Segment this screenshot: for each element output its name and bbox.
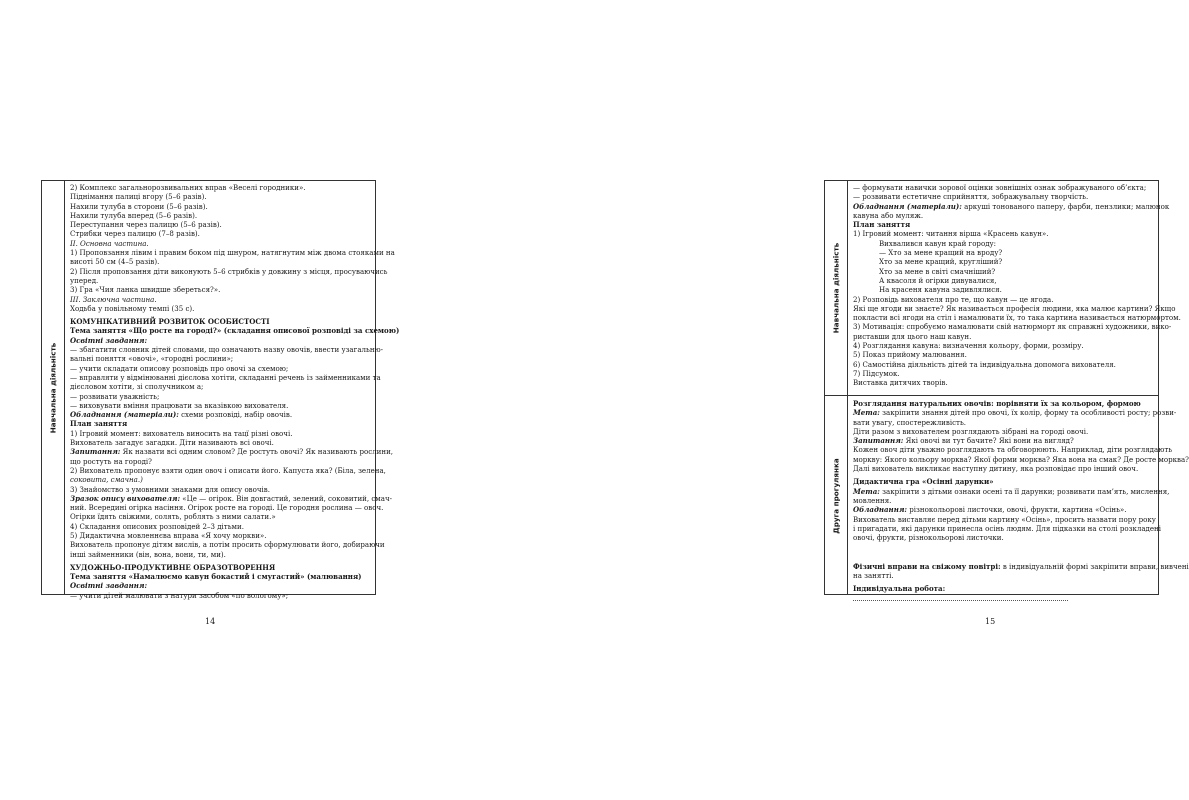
text-line: що ростуть на городі? xyxy=(70,456,152,466)
text-line: риставши для цього наш кавун. xyxy=(853,331,972,341)
left-side-cell xyxy=(42,181,64,594)
text-line: 7) Підсумок. xyxy=(853,368,900,378)
text-line: овочі, фрукти, різнокольорові листочки. xyxy=(853,533,1004,543)
text-line: 5) Дидактична мовленнєва вправа «Я хочу моркви». xyxy=(70,530,267,540)
text-line: і пригадати, які дарунки принесла осінь людям. Для підказки на столі розкладені xyxy=(853,523,1162,533)
inline-text: Як назвати всі одним словом? Де ростуть овочі? Як називають рослини, xyxy=(120,447,394,457)
text-line: Піднімання палиці вгору (5–6 разів). xyxy=(70,192,207,202)
physical-exercise-label: Фізичні вправи на свіжому повітрі: xyxy=(853,562,1001,571)
text-line: 2) Вихователь пропонує взяти один овоч і описати його. Капуста яка? (Біла, зелена, xyxy=(70,465,386,475)
text-line xyxy=(853,486,1170,496)
left-page-frame xyxy=(41,180,400,600)
inline-text: схеми розповіді, набір овочів. xyxy=(178,410,293,420)
text-line: ХУДОЖНЬО-ПРОДУКТИВНЕ ОБРАЗОТВОРЕННЯ xyxy=(70,562,276,572)
text-line: покласти всі ягоди на стіл і намалювати їх, то така картина називається натюрмортом. xyxy=(853,313,1181,323)
text-line: Далі вихователь викликає наступну дитину, яка розповідає про інший овоч. xyxy=(853,464,1139,474)
left-side-column xyxy=(42,181,65,594)
text-line xyxy=(853,408,1177,418)
text-line: — формувати навички зорової оцінки зовнішніх ознак зображуваного об’єкта; xyxy=(853,183,1147,192)
text-line: — учити складати описову розповідь про овочі за схемою; xyxy=(70,363,289,373)
text-line: висоті 50 см (4–5 разів). xyxy=(70,257,160,267)
text-line: Виставка дитячих творів. xyxy=(853,378,948,388)
inline-label: Запитання: xyxy=(70,447,121,457)
right-page-frame xyxy=(824,180,1189,595)
physical-exercise-text-cont: на занятті. xyxy=(853,571,894,581)
inline-text: «Це — огірок. Він довгастий, зелений, соковитий, смач- xyxy=(180,493,392,503)
inline-label: Обладнання: xyxy=(853,505,908,515)
text-line: кавуна або муляж. xyxy=(853,210,924,220)
inline-label: Запитання: xyxy=(853,436,904,446)
text-line: На красеня кавуна задивлялися. xyxy=(879,285,1002,295)
text-line: Кожен овоч діти уважно розглядають та обговорюють. Наприклад, діти розглядають xyxy=(853,445,1173,455)
text-line: 1) Проповзання лівим і правим боком під шнуром, натягнутим між двома стояками на xyxy=(70,248,395,258)
text-line xyxy=(70,447,394,457)
text-line: А квасоля й огірки дивувалися, xyxy=(879,275,997,285)
text-line: 2) Комплекс загальнорозвивальних вправ «Веселі городники». xyxy=(70,183,306,192)
text-line: моркву: Якого кольору морква? Якої форми морква? Яка вона на смак? Де росте морква? xyxy=(853,454,1189,464)
inline-text: закріпити знання дітей про овочі, їх колір, форму та особливості росту; розви- xyxy=(879,408,1177,418)
text-line: Вихователь загадує загадки. Діти називають всі овочі. xyxy=(70,438,274,448)
text-line xyxy=(853,436,1153,445)
text-line: II. Основна частина. xyxy=(70,238,149,248)
text-line: Хто за мене в світі смачніший? xyxy=(879,266,996,276)
text-line: — розвивати уважність; xyxy=(70,391,160,401)
left-page xyxy=(0,0,400,800)
text-line: Освітні завдання: xyxy=(70,335,148,345)
text-line: 4) Розглядання кавуна: визначення кольору, форми, розміру. xyxy=(853,341,1084,351)
text-line: — Хто за мене кращий на вроду? xyxy=(879,248,1003,258)
text-line: Тема заняття «Що росте на городі?» (складання описової розповіді за схемою) xyxy=(70,326,400,336)
text-line: мовлення. xyxy=(853,495,892,505)
text-line: 3) Знайомство з умовними знаками для опису овочів. xyxy=(70,484,271,494)
text-line: — учити дітей малювати з натури засобом «по вологому»; xyxy=(70,590,289,600)
text-line: Ходьба у повільному темпі (35 с). xyxy=(70,303,195,313)
inline-label: Мета: xyxy=(853,486,880,496)
text-line: Тема заняття «Намалюємо кавун бокастий і смугастий» (малювання) xyxy=(70,572,362,582)
text-line: дієсловом хотіти, зі сполучником а; xyxy=(70,382,204,392)
page-number-right: 15 xyxy=(985,617,996,626)
text-line: Вихователь виставляє перед дітьми картину «Осінь», просить назвати пору року xyxy=(853,514,1156,524)
text-line: 1) Ігровий момент: читання вірша «Красень кавун». xyxy=(853,229,1049,239)
text-line xyxy=(853,505,1153,514)
text-line: інші займенники (він, вона, вони, ти, ми). xyxy=(70,549,226,559)
inline-label: Обладнання (матеріали): xyxy=(70,410,179,420)
right-top-content xyxy=(853,183,1181,388)
text-line: Діти разом з вихователем розглядають зібрані на городі овочі. xyxy=(853,426,1089,436)
right-side-column xyxy=(825,181,848,594)
left-page-content xyxy=(70,183,400,600)
text-line: — вправляти у відмінюванні дієслова хотіти, складанні речень із займенниками та xyxy=(70,372,381,382)
text-line: соковита, смачна.) xyxy=(70,475,143,485)
text-line: 2) Після проповзання діти виконують 5–6 стрибків у довжину з місця, просуваючись xyxy=(70,266,388,276)
right-bottom-content xyxy=(853,399,1189,543)
physical-exercise-text: в індивідуальній формі закріпити вправи, вивчені xyxy=(1000,562,1189,571)
inline-text: аркуші тонованого паперу, фарби, пензлики; малюнок xyxy=(961,201,1170,211)
text-line: План заняття xyxy=(70,419,128,429)
individual-work-label: Індивідуальна робота: xyxy=(853,584,946,593)
side-label-activity-right: Навчальна діяльність xyxy=(831,242,841,334)
inline-text: закріпити з дітьми ознаки осені та її дарунки; розвивати пам’ять, мислення, xyxy=(879,486,1170,496)
text-line: — збагатити словник дітей словами, що означають назву овочів, ввести узагальню- xyxy=(70,345,384,355)
text-line: 6) Самостійна діяльність дітей та індивідуальна допомога вихователя. xyxy=(853,359,1116,369)
text-line: 1) Ігровий момент: вихователь виносить на тацї різні овочі. xyxy=(70,428,293,438)
side-label-second-walk: Друга прогулянка xyxy=(831,457,841,534)
text-line: — розвивати естетичне сприйняття, зображувальну творчість. xyxy=(853,192,1089,202)
text-line: Розглядання натуральних овочів: порівняти їх за кольором, формою xyxy=(853,399,1141,408)
section-divider xyxy=(847,395,1158,396)
text-line xyxy=(70,410,370,419)
text-line: Стрибки через палицю (7–8 разів). xyxy=(70,229,200,239)
text-line: 3) Гра «Чия ланка швидше збереться?». xyxy=(70,285,221,295)
inline-label: Зразок опису вихователя: xyxy=(70,493,181,503)
text-line: Хто за мене кращий, кругліший? xyxy=(879,257,1003,267)
text-line: 2) Розповідь вихователя про те, що кавун — це ягода. xyxy=(853,294,1054,304)
text-line: Нахили тулуба в сторони (5–6 разів). xyxy=(70,201,208,211)
text-line: Переступання через палицю (5–6 разів). xyxy=(70,220,222,230)
text-line: 5) Показ прийому малювання. xyxy=(853,350,967,360)
right-side-cell-bottom xyxy=(825,395,847,595)
text-line: Нахили тулуба вперед (5–6 разів). xyxy=(70,210,198,220)
text-line: Вихователь пропонує дітям вислів, а потім просить сформулювати його, добираючи xyxy=(70,540,385,550)
text-line: Які ще ягоди ви знаєте? Як називається професія людини, яка малює картини? Якщо xyxy=(853,303,1176,313)
text-line: Дидактична гра «Осінні дарунки» xyxy=(853,477,994,487)
inline-text: різнокольорові листочки, овочі, фрукти, картина «Осінь». xyxy=(907,505,1127,515)
text-line: 3) Мотивація: спробуємо намалювати свій натюрморт як справжні художники, вико- xyxy=(853,322,1172,332)
individual-work-block xyxy=(853,584,1153,604)
inline-text: Які овочі ви тут бачите? Які вони на вигляд? xyxy=(903,436,1074,446)
page-number-left: 14 xyxy=(205,617,216,626)
text-line: вальні поняття «овочі», «городні рослини»; xyxy=(70,354,234,364)
text-line: Освітні завдання: xyxy=(70,581,148,591)
inline-label: Мета: xyxy=(853,408,880,418)
text-line: Вихвалився кавун край городу: xyxy=(879,238,997,248)
text-line: План заняття xyxy=(853,220,911,230)
text-line: Огірки їдять свіжими, солять, роблять з ними салати.» xyxy=(70,512,276,522)
text-line: III. Заключна частина. xyxy=(70,294,157,304)
right-side-cell-top xyxy=(825,181,847,395)
text-line: уперед. xyxy=(70,275,99,285)
text-line: — виховувати вміння працювати за вказівкою вихователя. xyxy=(70,400,289,410)
text-line: КОМУНІКАТИВНИЙ РОЗВИТОК ОСОБИСТОСТІ xyxy=(70,317,270,327)
text-line: ний. Всередині огірка насіння. Огірок росте на городі. Це городня рослина — овоч. xyxy=(70,503,384,513)
text-line xyxy=(70,493,392,503)
text-line: вати увагу, спостережливість. xyxy=(853,417,967,427)
text-line: 4) Складання описових розповідей 2–3 дітьми. xyxy=(70,521,244,531)
inline-label: Обладнання (матеріали): xyxy=(853,201,962,211)
physical-exercise-block xyxy=(853,562,1189,581)
side-label-activity: Навчальна діяльність xyxy=(48,342,58,433)
text-line xyxy=(853,201,1170,211)
right-page xyxy=(400,0,1189,800)
individual-work-fill-line xyxy=(853,593,1068,601)
